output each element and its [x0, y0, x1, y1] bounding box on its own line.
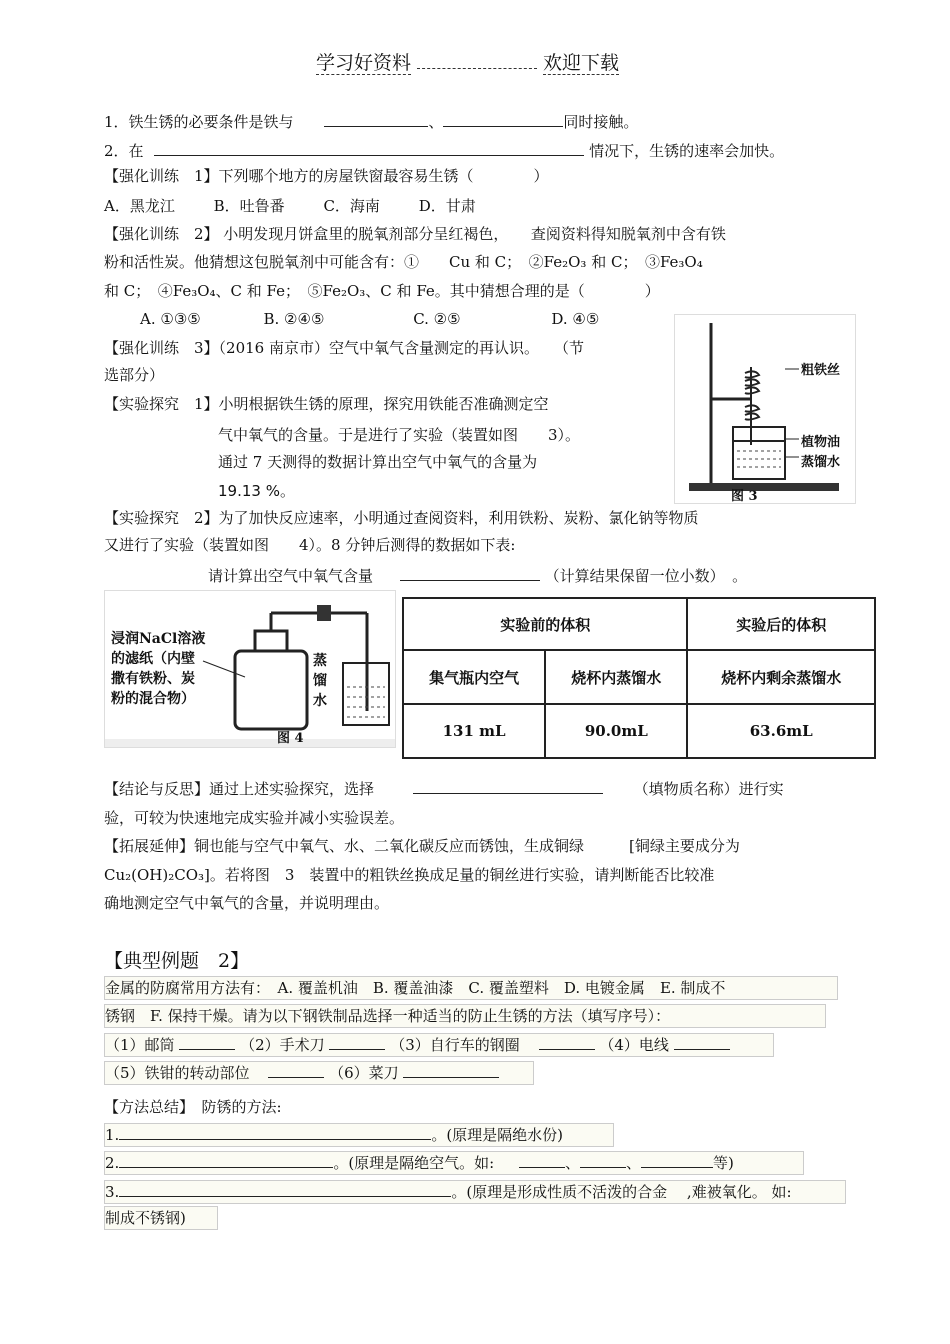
example-2-items-row-2 [104, 1061, 534, 1085]
s2-example-2[interactable] [580, 1153, 626, 1168]
option-a: A. ①③⑤ [140, 310, 201, 328]
s3-blank[interactable] [119, 1182, 451, 1197]
item-scalpel: （2）手术刀 [240, 1036, 325, 1054]
experiment-1-line-1: 【实验探究 1】小明根据铁生锈的原理，探究用铁能否准确测定空 [104, 395, 549, 413]
conclusion-line-1 [104, 779, 784, 799]
q1-sep: 、 [428, 113, 444, 131]
item-bike-rim: （3）自行车的钢圈 [390, 1036, 520, 1054]
exp2-note: （计算结果保留一位小数） 。 [544, 567, 748, 585]
scalpel-blank[interactable] [329, 1035, 385, 1050]
option-d: D．甘肃 [418, 197, 476, 215]
item-kitchen-knife: （6）菜刀 [329, 1064, 399, 1082]
mailbox-blank[interactable] [179, 1035, 235, 1050]
bike-rim-blank[interactable] [539, 1035, 595, 1050]
training-1-question: 【强化训练 1】下列哪个地方的房屋铁窗最容易生锈（ ） [104, 167, 549, 185]
label-vegetable-oil: 植物油 [801, 435, 841, 450]
q1-blank-1[interactable] [324, 112, 428, 127]
header-left: 学习好资料 [316, 52, 412, 74]
experiment-1-line-2: 气中氧气的含量。于是进行了实验（装置如图 3）。 [218, 426, 581, 444]
q1-text: 1．铁生锈的必要条件是铁与 [104, 113, 294, 131]
header-right: 欢迎下载 [543, 52, 620, 74]
label-line-4: 粉的混合物） [111, 691, 195, 707]
option-c: C. ②⑤ [413, 310, 461, 328]
s3-number: 3. [105, 1183, 120, 1201]
value-remaining: 63.6mL [687, 704, 875, 758]
s2-number: 2. [105, 1154, 120, 1172]
summary-item-1 [104, 1123, 614, 1147]
s1-number: 1. [105, 1126, 120, 1144]
sub-header-air: 集气瓶内空气 [403, 650, 545, 704]
extension-line-1: 【拓展延伸】铜也能与空气中氧气、水、二氧化碳反应而锈蚀，生成铜绿 [铜绿主要成分为 [104, 837, 740, 855]
item-wire: （4）电线 [599, 1036, 669, 1054]
s2-example-1[interactable] [519, 1153, 565, 1168]
option-c: C．海南 [323, 197, 380, 215]
pliers-blank[interactable] [268, 1063, 324, 1078]
water-char-1: 蒸 [313, 653, 327, 669]
item-mailbox: （1）邮筒 [105, 1036, 175, 1054]
value-water: 90.0mL [545, 704, 687, 758]
extension-line-2: Cu₂(OH)₂CO₃]。若将图 3 装置中的粗铁丝换成足量的铜丝进行实验，请判断能否比较准 [104, 866, 715, 884]
training-2-line-2: 粉和活性炭。他猜想这包脱氧剂中可能含有：① Cu 和 C； ②Fe₂O₃ 和 C； ③Fe₃O₄ [104, 253, 703, 271]
value-air: 131 mL [403, 704, 545, 758]
s1-blank[interactable] [119, 1125, 431, 1140]
page-header [316, 48, 619, 75]
training-2-line-3: 和 C； ④Fe₃O₄、C 和 Fe； ⑤Fe₂O₃、C 和 Fe。其中猜想合理的是（ ） [104, 282, 660, 300]
figure-4-caption: 图 4 [277, 731, 304, 746]
header-divider [417, 54, 537, 69]
option-d: D. ④⑤ [551, 310, 600, 328]
q2-end: 情况下，生锈的速率会加快。 [589, 142, 785, 160]
s2-example-3[interactable] [641, 1153, 713, 1168]
summary-item-3 [104, 1180, 846, 1204]
option-a: A．黑龙江 [104, 197, 175, 215]
material-blank[interactable] [413, 779, 603, 794]
conclusion-line-2: 验，可较为快速地完成实验并减小实验误差。 [104, 809, 405, 827]
example-2-line-1: 金属的防腐常用方法有： A. 覆盖机油 B. 覆盖油漆 C. 覆盖塑料 D. 电镀金属 E. 制成不 [104, 976, 838, 1000]
q2-text: 2．在 [104, 142, 144, 160]
summary-item-3-cont: 制成不锈钢) [104, 1206, 218, 1230]
extension-line-3: 确地测定空气中氧气的含量，并说明理由。 [104, 894, 390, 912]
label-iron-wire: 粗铁丝 [801, 363, 841, 378]
exp2-question: 请计算出空气中氧气含量 [208, 567, 374, 585]
oxygen-content-blank[interactable] [400, 566, 540, 581]
training-3-line-1: 【强化训练 3】（2016 南京市）空气中氧气含量测定的再认识。 （节 [104, 339, 584, 357]
header-after: 实验后的体积 [687, 598, 875, 650]
option-b: B．吐鲁番 [213, 197, 285, 215]
experiment-2-line-3 [208, 566, 747, 586]
s2-blank[interactable] [119, 1153, 333, 1168]
water-char-3: 水 [313, 693, 327, 709]
label-line-1: 浸润NaCl溶液 [111, 631, 206, 647]
knife-blank[interactable] [403, 1063, 499, 1078]
label-distilled-water: 蒸馏水 [801, 455, 841, 470]
figure-4 [104, 590, 396, 748]
experiment-2-line-2: 又进行了实验（装置如图 4）。8 分钟后测得的数据如下表: [104, 536, 516, 554]
question-1 [104, 112, 638, 132]
s1-principle: 。(原理是隔绝水份) [431, 1126, 564, 1144]
water-char-2: 馏 [313, 673, 327, 689]
figure-3 [674, 314, 856, 504]
experiment-1-line-3: 通过 7 天测得的数据计算出空气中氧气的含量为 [218, 453, 538, 471]
q1-end: 同时接触。 [563, 113, 639, 131]
figure-4-water-label [313, 651, 327, 711]
s2-sep-1: 、 [565, 1154, 581, 1172]
header-before: 实验前的体积 [403, 598, 687, 650]
s3-principle: 。(原理是形成性质不活泼的合金 ,难被氧化。 如: [451, 1183, 792, 1201]
item-pliers-joint: （5）铁钳的转动部位 [105, 1064, 250, 1082]
example-2-items-row-1 [104, 1033, 774, 1057]
option-b: B. ②④⑤ [263, 310, 325, 328]
figure-3-apparatus [675, 315, 855, 503]
wire-blank[interactable] [674, 1035, 730, 1050]
s2-principle: 。(原理是隔绝空气。如: [333, 1154, 495, 1172]
experiment-2-line-1: 【实验探究 2】为了加快反应速率，小明通过查阅资料，利用铁粉、炭粉、氯化钠等物质 [104, 509, 699, 527]
training-2-line-1: 【强化训练 2】 小明发现月饼盒里的脱氧剂部分呈红褐色， 查阅资料得知脱氧剂中含有铁 [104, 225, 726, 243]
training-1-options [104, 196, 476, 216]
q1-blank-2[interactable] [443, 112, 563, 127]
question-2 [104, 141, 784, 161]
label-line-3: 撒有铁粉、炭 [111, 671, 195, 687]
summary-item-2 [104, 1151, 804, 1175]
q2-blank[interactable] [154, 141, 584, 156]
example-2-title: 【典型例题 2】 [104, 950, 250, 972]
conclusion-note: （填物质名称）进行实 [633, 780, 784, 798]
label-line-2: 的滤纸（内壁 [111, 651, 195, 667]
s2-sep-2: 、 [626, 1154, 642, 1172]
sub-header-remaining: 烧杯内剩余蒸馏水 [687, 650, 875, 704]
conclusion-text: 【结论与反思】通过上述实验探究，选择 [104, 780, 375, 798]
figure-4-label [111, 629, 231, 709]
s2-end: 等) [713, 1154, 734, 1172]
training-3-line-2: 选部分） [104, 366, 165, 384]
sub-header-water: 烧杯内蒸馏水 [545, 650, 687, 704]
volume-table [402, 597, 876, 759]
experiment-1-line-4: 19.13 %。 [218, 482, 295, 500]
example-2-line-2: 锈钢 F. 保持干燥。请为以下钢铁制品选择一种适当的防止生锈的方法（填写序号）： [104, 1004, 826, 1028]
summary-title: 【方法总结】 防锈的方法: [104, 1098, 282, 1116]
figure-3-caption: 图 3 [731, 489, 758, 504]
training-2-options [140, 309, 599, 329]
